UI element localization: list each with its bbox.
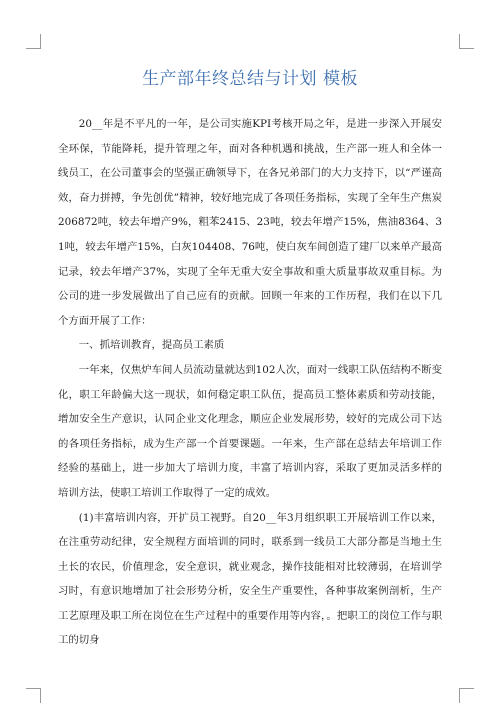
top-right-crop-mark	[459, 34, 474, 49]
bottom-right-crop-mark	[459, 688, 474, 703]
document-title: 生产部年终总结与计划 模板	[142, 69, 358, 89]
top-left-crop-mark	[26, 34, 41, 49]
training-paragraph: 一年来，仅焦炉车间人员流动量就达到102人次，面对一线职工队伍结构不断变化，职工年龄偏大这一现状，如何稳定职工队伍，提高员工整体素质和劳动技能，增加安全生产意识，认同企业文化理念，顺应企业发展形势，较好的完成公司下达的各项任务指标，成为生产部一个首要课题。一年来，生产部在总结去年培训工作经验的基础上，进一步加大了培训力度，丰富了培训内容，采取了更加灵活多样的培训方法，使职工培训工作取得了一定的成效。	[58, 363, 442, 499]
document-body	[58, 112, 442, 653]
training-content-paragraph: (1)丰富培训内容，开扩员工视野。自20__年3月组织职工开展培训工作以来，在注重劳动纪律，安全规程方面培训的同时，联系到一线员工大部分都是当地土生土长的农民，价值理念，安全意识，就业观念，操作技能相对比较薄弱，在培训学习时，有意识地增加了社会形势分析，安全生产重要性，各种事故案例剖析，生产工艺原理及职工所在岗位在生产过程中的重要作用等内容，。把职工的岗位工作与职工的切身	[58, 511, 442, 647]
bottom-left-crop-mark	[26, 688, 41, 703]
intro-paragraph: 20__年是不平凡的一年，是公司实施KPI考核开局之年，是进一步深入开展安全环保，节能降耗，提升管理之年，面对各种机遇和挑战，生产部一班人和全体一线员工，在公司董事会的坚强正确领导下，在各兄弟部门的大力支持下，以“严谨高效，奋力拼搏，争先创优”精神，较好地完成了各项任务指标，实现了全年生产焦炭206872吨，较去年增产9%，粗苯2415、23吨，较去年增产15%，焦油8364、31吨，较去年增产15%，白灰104408、76吨，使白灰车间创造了建厂以来单产最高记录，较去年增产37%，实现了全年无重大安全事故和重大质量事故双重目标。为公司的进一步发展做出了自己应有的贡献。回顾一年来的工作历程，我们在以下几个方面开展了工作：	[58, 118, 442, 327]
section-heading-training: 一、抓培训教育，提高员工素质	[78, 339, 225, 352]
